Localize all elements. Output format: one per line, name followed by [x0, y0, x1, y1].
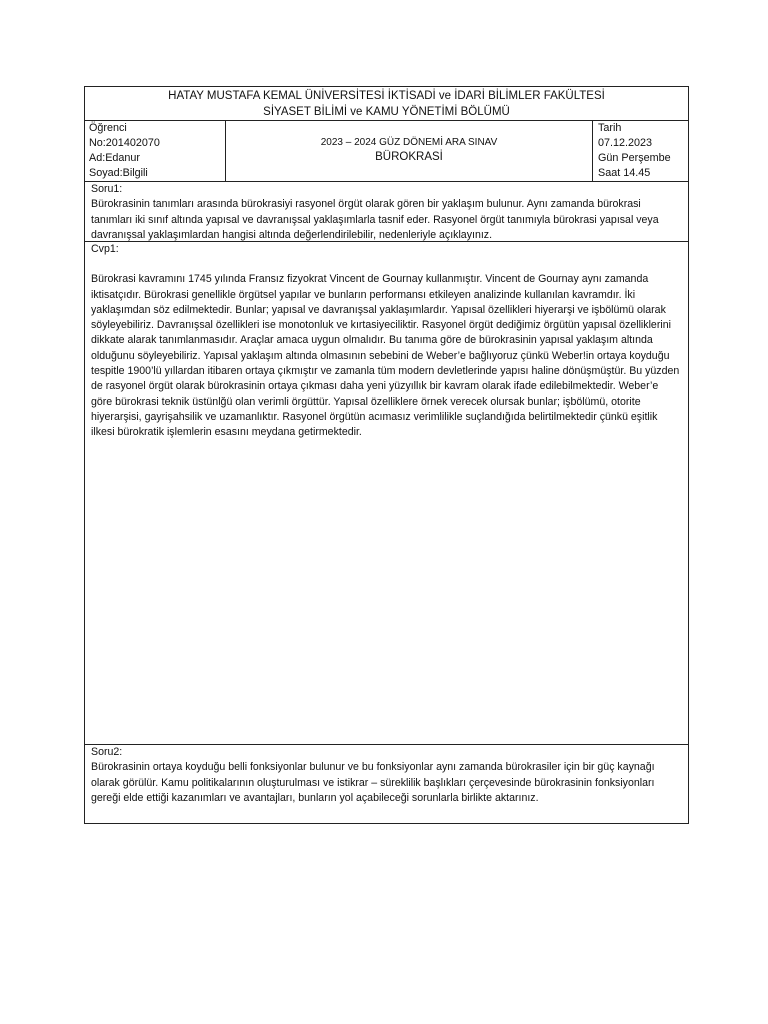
question-1-label: Soru1:	[91, 183, 123, 195]
question-1-text: Bürokrasinin tanımları arasında bürokrasiyi rasyonel örgüt olarak gören bir yaklaşım bulunur. Aynı zamanda bürokrasi tanımları iki sınıf altında yapısal ve davranışsal yaklaşımlarla tasnif eder. Rasyonel örgüt tanımıyla bürokrasi yapısal veya davranışsal yaklaşımlardan hangisi altında değerlendirilebilir, nedenleriyle açıklayınız.	[91, 198, 659, 241]
question-2-text: Bürokrasinin ortaya koyduğu belli fonksiyonlar bulunur ve bu fonksiyonlar aynı zamanda bürokrasiler için bir güç kaynağı olarak görülür. Kamu politikalarının oluşturulması ve istikrar – süreklilik başlıkları çerçevesinde bürokrasinin fonksiyonları gereği elde ettiği kazanımları ve avantajları, bunların yol açabileceği sorunlarla birlikte aktarınız.	[91, 761, 655, 804]
student-surname: Soyad:Bilgili	[89, 167, 148, 179]
date-label: Tarih	[598, 122, 622, 134]
exam-title: 2023 – 2024 GÜZ DÖNEMİ ARA SINAV	[320, 137, 498, 148]
question-2	[85, 745, 688, 823]
exam-info	[226, 121, 593, 181]
exam-sheet	[84, 86, 689, 824]
exam-subject: BÜROKRASİ	[375, 151, 443, 163]
answer-1-label: Cvp1:	[91, 243, 119, 255]
student-label: Öğrenci	[89, 122, 127, 134]
department-title: SİYASET BİLİMİ ve KAMU YÖNETİMİ BÖLÜMÜ	[263, 106, 510, 118]
day-value: Gün Perşembe	[598, 152, 671, 164]
faculty-title: HATAY MUSTAFA KEMAL ÜNİVERSİTESİ İKTİSADİ ve İDARİ BİLİMLER FAKÜLTESİ	[168, 90, 605, 102]
spacer	[91, 257, 682, 272]
exam-info-row	[85, 121, 688, 182]
student-number: No:201402070	[89, 137, 160, 149]
answer-1-text: Bürokrasi kavramını 1745 yılında Fransız fizyokrat Vincent de Gournay kullanmıştır. Vincent de Gournay aynı zamanda iktisatçıdır. Bürokrasi genellikle örgütsel yapılar ve bunların performansı etkileyen analizinde kullanılan kavramdır. İki yaklaşımdan söz edilmektedir. Bunlar; yapısal ve davranışsal yaklaşımlardır. Yapısal özellikleri hiyerarşi ve işbölümü olarak söyleyebiliriz. Davranışsal özellikleri ise monotonluk ve kırtasiyeciliktir. Rasyonel örgüt dediğimiz örgütün yapısal özelliklerini dikkate alarak tanımlanmasıdır. Araçlar amaca uygun olmalıdır. Bu tanıma göre de bürokrasinin yapısal yaklaşım altında olduğunu söyleyebiliriz. Yapısal yaklaşım altında olmasının sebebini de Weber’e bağlıyoruz çünkü Weber!in ortaya koyduğu tespitle 1900’lü yıllardan itibaren ortaya çıkmıştır ve zamanla tüm modern devletlerinde yapısı haline dönüşmüştür. Bu yüzden de rasyonel örgüt olarak bürokrasinin ortaya çıkması daha yeni yüzyıllık bir kavram olarak ifade edilebilmektedir. Weber’e göre bürokrasi teknik üstünlğü olan verimli örgüttür. Yapısal özelliklere örnek verecek olursak bunlar; işbölümü, otorite hiyerarşisi, gayrişahsilik ve uzamanlıktır. Rasyonel örgütün acımasız verimlilikle suçlandığıda belirtilmektedir çünkü eşitlik ilkesi bürokratik işlemlerin esasını meydana getirmektedir.	[91, 273, 680, 439]
student-name: Ad:Edanur	[89, 152, 141, 164]
time-value: Saat 14.45	[598, 167, 651, 179]
answer-1	[85, 242, 688, 745]
date-value: 07.12.2023	[598, 137, 653, 149]
question-1	[85, 182, 688, 242]
question-2-label: Soru2:	[91, 746, 123, 758]
student-info	[85, 121, 226, 181]
document-header	[85, 87, 688, 121]
date-info	[593, 121, 688, 181]
